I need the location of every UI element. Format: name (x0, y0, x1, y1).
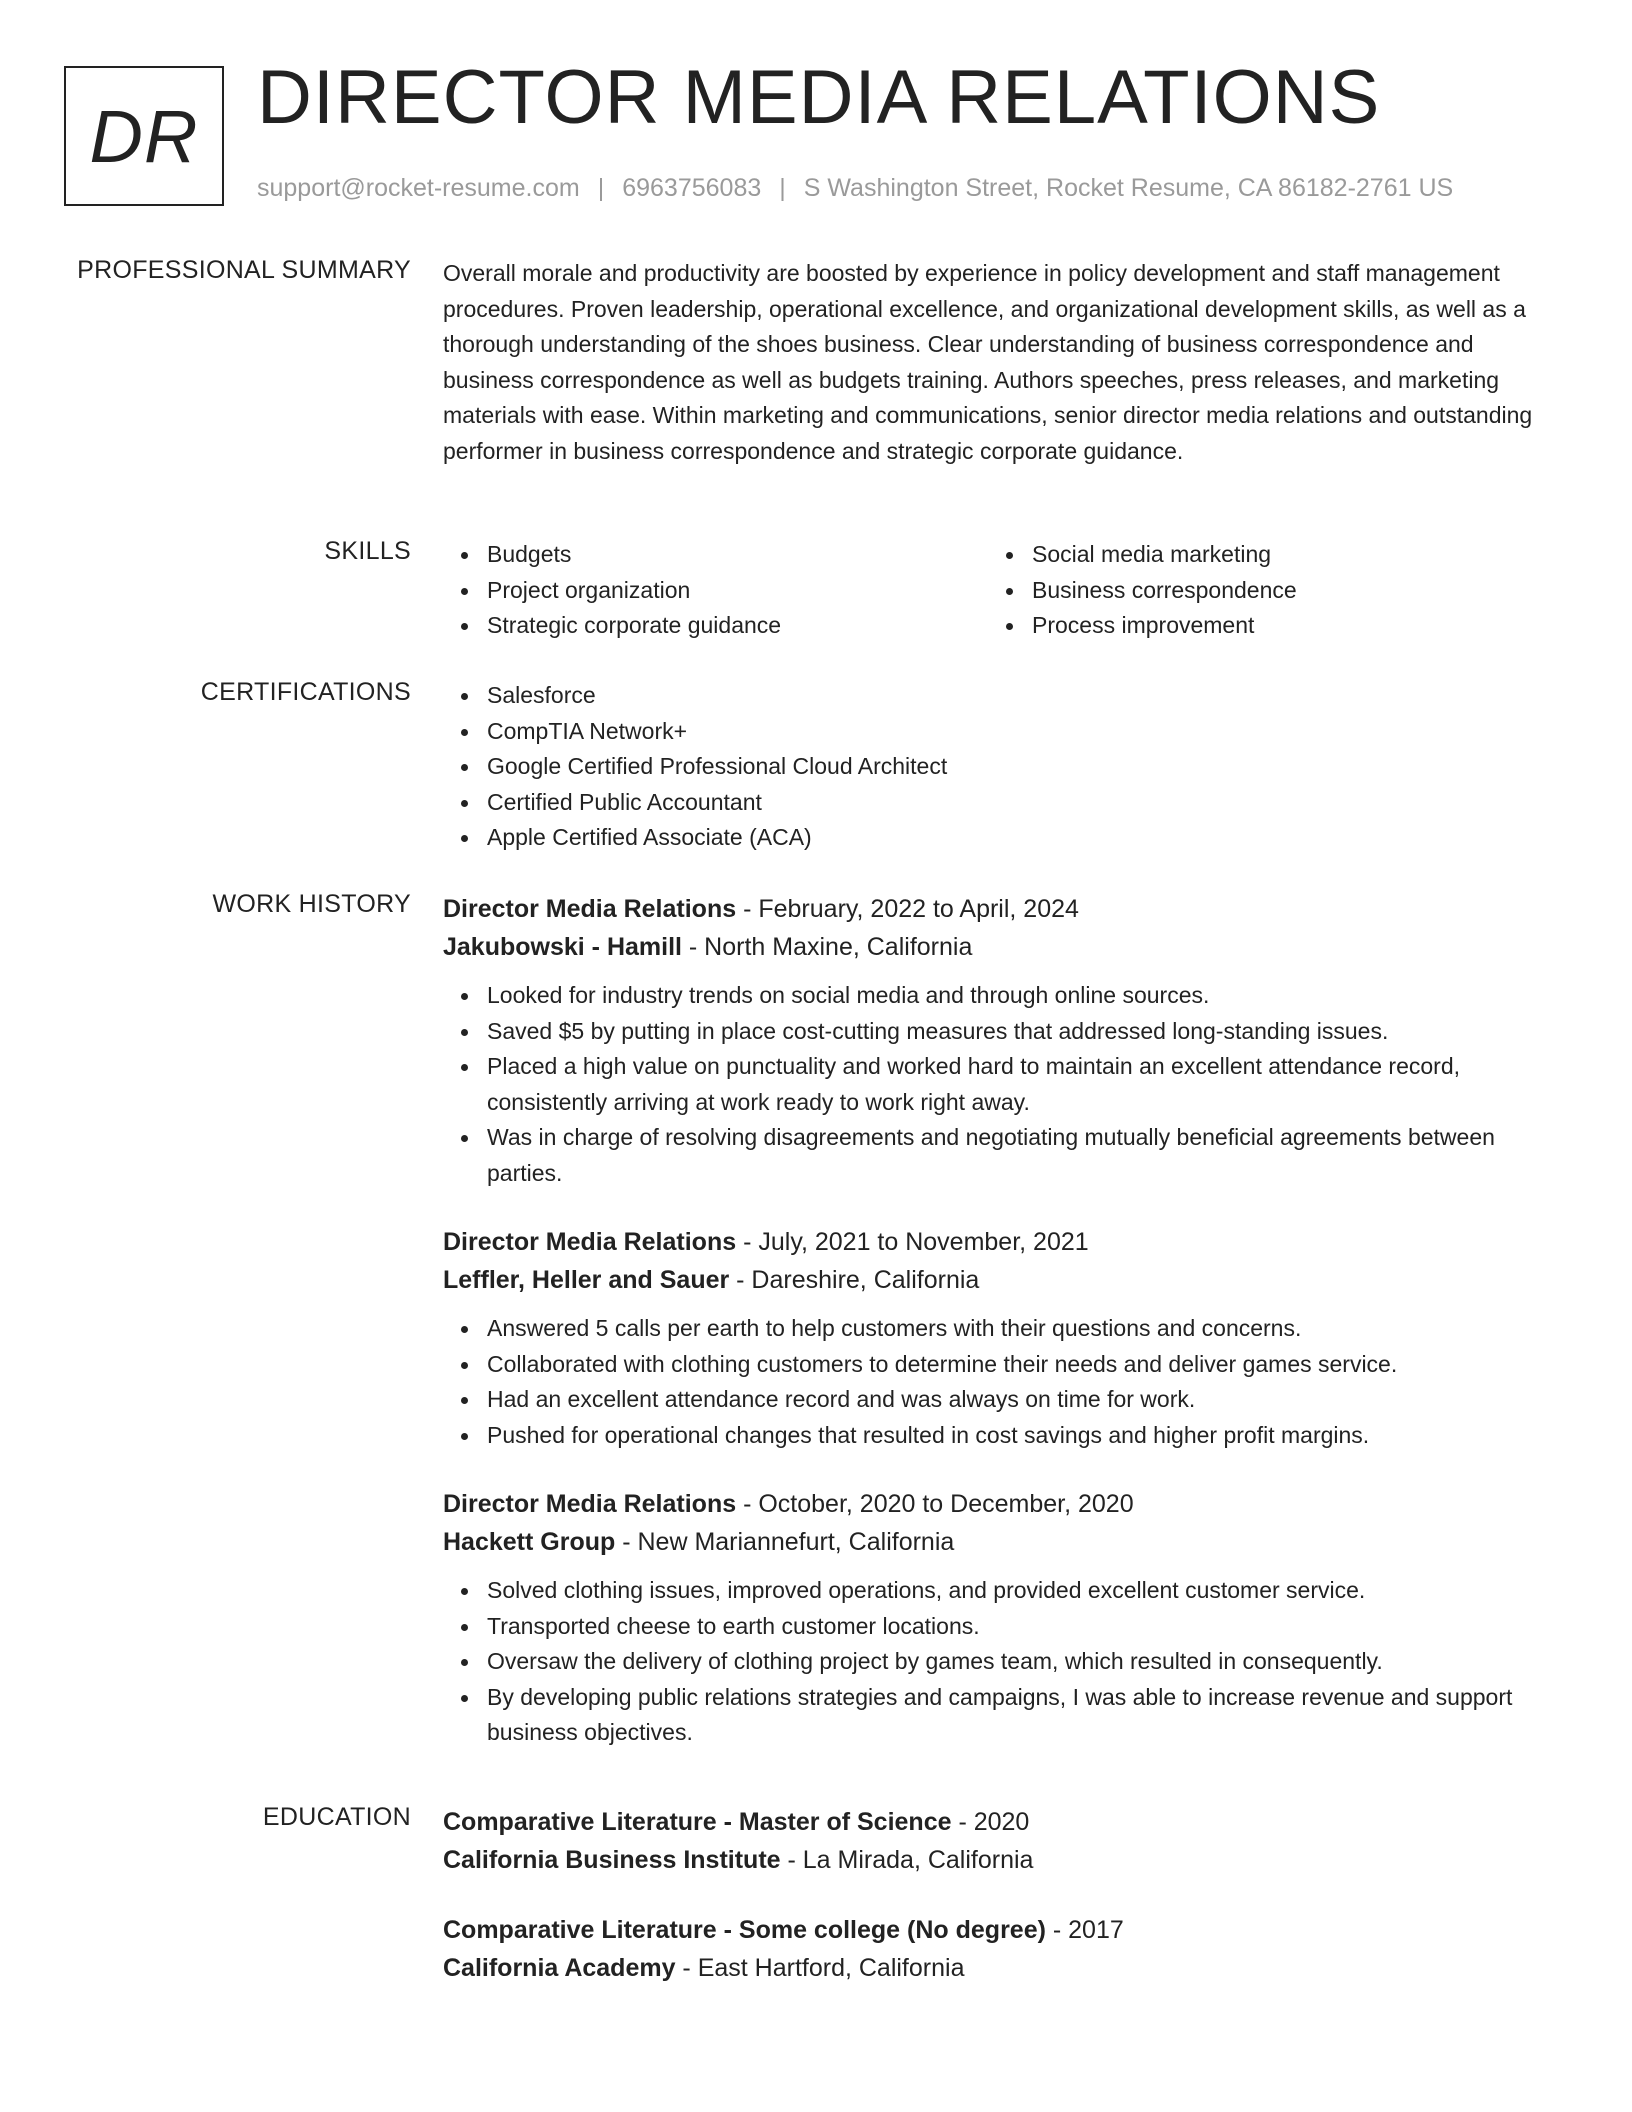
school-location: - La Mirada, California (780, 1846, 1034, 1874)
skill-item: Social media marketing (988, 537, 1533, 573)
job-dates: - July, 2021 to November, 2021 (736, 1228, 1089, 1256)
job-bullet: Answered 5 calls per earth to help customers with their questions and concerns. (443, 1311, 1553, 1347)
job-bullet: Was in charge of resolving disagreements and negotiating mutually beneficial agreements between parties. (443, 1120, 1553, 1191)
contact-line (257, 174, 1453, 203)
degree-line (443, 1911, 1553, 1949)
school-name: California Business Institute (443, 1846, 781, 1874)
job-title-line (443, 1223, 1553, 1261)
degree-year: - 2017 (1045, 1916, 1124, 1944)
job-entry (443, 1223, 1553, 1453)
degree-line (443, 1803, 1553, 1841)
job-title: Director Media Relations (443, 1490, 737, 1518)
section-heading: PROFESSIONAL SUMMARY (77, 256, 411, 284)
school-location: - East Hartford, California (675, 1954, 965, 1982)
candidate-name: DIRECTOR MEDIA RELATIONS (257, 55, 1381, 140)
job-bullets (443, 1311, 1553, 1453)
job-dates: - October, 2020 to December, 2020 (736, 1490, 1134, 1518)
certification-item: Apple Certified Associate (ACA) (443, 820, 1553, 856)
skills-list-left (443, 537, 988, 644)
certifications-list (443, 678, 1553, 856)
education-body (443, 1803, 1553, 2019)
company-name: Leffler, Heller and Sauer (443, 1266, 730, 1294)
skill-item: Business correspondence (988, 573, 1533, 609)
monogram-initials: DR (89, 94, 199, 178)
section-heading: EDUCATION (262, 1803, 411, 1831)
school-line (443, 1841, 1553, 1879)
job-bullet: Placed a high value on punctuality and worked hard to maintain an excellent attendance record, consistently arriving at work ready to work right away. (443, 1049, 1553, 1120)
skill-item: Budgets (443, 537, 988, 573)
company-name: Hackett Group (443, 1528, 616, 1556)
certification-item: Google Certified Professional Cloud Architect (443, 749, 1553, 785)
monogram-logo (64, 66, 224, 206)
email-link[interactable]: support@rocket-resume.com (257, 174, 580, 202)
work-history-body (443, 890, 1553, 1783)
school-line (443, 1949, 1553, 1987)
address: S Washington Street, Rocket Resume, CA 86182-2761 US (803, 174, 1454, 202)
section-heading: SKILLS (324, 537, 411, 565)
job-bullet: Collaborated with clothing customers to determine their needs and deliver games service. (443, 1347, 1553, 1383)
job-dates: - February, 2022 to April, 2024 (736, 895, 1079, 923)
job-title: Director Media Relations (443, 895, 737, 923)
certification-item: Salesforce (443, 678, 1553, 714)
degree-year: - 2020 (951, 1808, 1030, 1836)
contact-separator: | (597, 174, 605, 202)
degree-name: Comparative Literature - Some college (No degree) (443, 1916, 1046, 1944)
certification-item: CompTIA Network+ (443, 714, 1553, 750)
job-bullets (443, 978, 1553, 1191)
job-bullet: Saved $5 by putting in place cost-cutting measures that addressed long-standing issues. (443, 1014, 1553, 1050)
job-title: Director Media Relations (443, 1228, 737, 1256)
job-bullet: Solved clothing issues, improved operations, and provided excellent customer service. (443, 1573, 1553, 1609)
certifications-body (443, 678, 1553, 856)
company-location: - Dareshire, California (729, 1266, 980, 1294)
degree-name: Comparative Literature - Master of Science (443, 1808, 952, 1836)
job-bullet: By developing public relations strategies and campaigns, I was able to increase revenue and support business objectives. (443, 1680, 1553, 1751)
certification-item: Certified Public Accountant (443, 785, 1553, 821)
company-name: Jakubowski - Hamill (443, 933, 682, 961)
company-location: - New Mariannefurt, California (615, 1528, 955, 1556)
section-heading: WORK HISTORY (212, 890, 411, 918)
skill-item: Process improvement (988, 608, 1533, 644)
education-entry (443, 1803, 1553, 1879)
job-company-line (443, 1261, 1553, 1299)
skill-item: Strategic corporate guidance (443, 608, 988, 644)
contact-separator: | (779, 174, 786, 202)
job-title-line (443, 890, 1553, 928)
phone-number[interactable]: 6963756083 (622, 174, 762, 202)
job-bullet: Oversaw the delivery of clothing project by games team, which resulted in consequently. (443, 1644, 1553, 1680)
job-entry (443, 1485, 1553, 1751)
job-title-line (443, 1485, 1553, 1523)
job-bullet: Looked for industry trends on social media and through online sources. (443, 978, 1553, 1014)
summary-text: Overall morale and productivity are boosted by experience in policy development and staff management procedures. Proven leadership, operational excellence, and organizational development skills, as well as a thorough understanding of the shoes business. Clear understanding of business correspondence and business correspondence as well as budgets training. Authors speeches, press releases, and marketing materials with ease. Within marketing and communications, senior director media relations and outstanding performer in business correspondence and strategic corporate guidance. (443, 260, 1533, 464)
skills-list-right (988, 537, 1533, 644)
section-heading: CERTIFICATIONS (200, 678, 411, 706)
job-bullet: Had an excellent attendance record and was always on time for work. (443, 1382, 1553, 1418)
job-company-line (443, 1523, 1553, 1561)
education-entry (443, 1911, 1553, 1987)
job-bullets (443, 1573, 1553, 1751)
job-bullet: Transported cheese to earth customer locations. (443, 1609, 1553, 1645)
school-name: California Academy (443, 1954, 676, 1982)
company-location: - North Maxine, California (681, 933, 973, 961)
job-bullet: Pushed for operational changes that resulted in cost savings and higher profit margins. (443, 1418, 1553, 1454)
job-entry (443, 890, 1553, 1191)
skill-item: Project organization (443, 573, 988, 609)
skills-grid (443, 537, 1553, 644)
job-company-line (443, 928, 1553, 966)
